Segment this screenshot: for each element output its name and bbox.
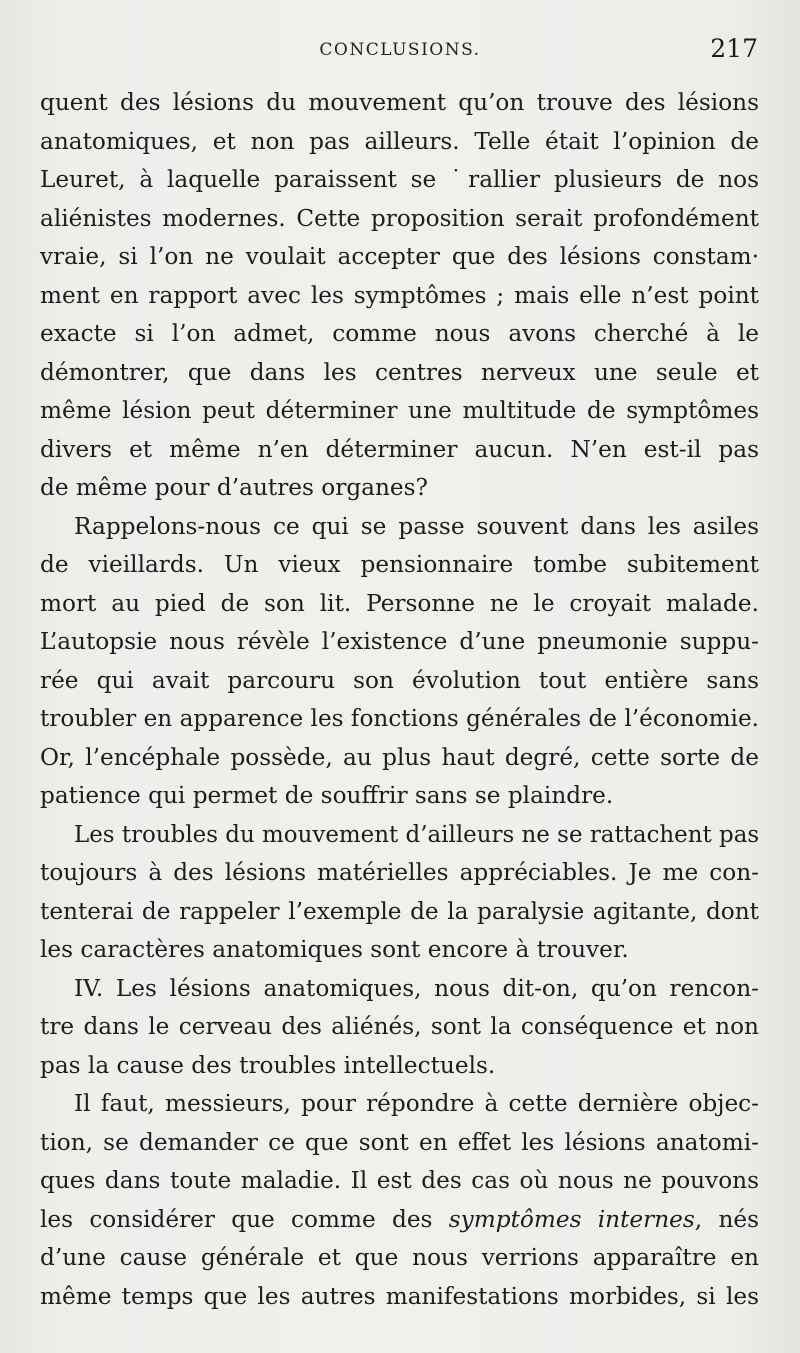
page-header [0, 34, 800, 68]
text-line: d’une cause générale et que nous verrions apparaître en [40, 1244, 759, 1271]
text-segment: , nés [694, 1205, 760, 1233]
text-line: ques dans toute maladie. Il est des cas où nous ne pouvons [40, 1167, 759, 1194]
text-line: même lésion peut déterminer une multitude de symptômes [40, 397, 759, 424]
text-line: de même pour d’autres organes? [40, 474, 428, 501]
text-line: Rappelons-nous ce qui se passe souvent dans les asiles [74, 512, 759, 540]
text-line: Or, l’encéphale possède, au plus haut degré, cette sorte de [40, 743, 759, 771]
text-line: tion, se demander ce que sont en effet les lésions anatomi- [40, 1128, 759, 1156]
text-line: toujours à des lésions matérielles appréciables. Je me con- [40, 859, 759, 886]
text-line: ment en rapport avec les symptômes ; mais elle n’est point [40, 281, 759, 309]
text-line: patience qui permet de souffrir sans se plaindre. [40, 782, 614, 809]
text-line: tre dans le cerveau des aliénés, sont la conséquence et non [40, 1013, 759, 1040]
running-title: CONCLUSIONS. [319, 40, 481, 60]
text-line: démontrer, que dans les centres nerveux une seule et [40, 358, 759, 386]
text-line: mort au pied de son lit. Personne ne le croyait malade. [40, 589, 759, 617]
text-line: L’autopsie nous révèle l’existence d’une pneumonie suppu- [40, 628, 759, 655]
italic-text-segment: symptômes internes [448, 1205, 695, 1233]
text-line: vraie, si l’on ne voulait accepter que des lésions constam· [40, 243, 759, 270]
text-line: rée qui avait parcouru son évolution tout entière sans [40, 666, 759, 694]
text-line [40, 1201, 759, 1240]
text-line: IV. Les lésions anatomiques, nous dit-on, qu’on rencon- [74, 974, 759, 1002]
text-line: de vieillards. Un vieux pensionnaire tombe subitement [40, 551, 759, 578]
text-line: Il faut, messieurs, pour répondre à cette dernière objec- [74, 1090, 759, 1117]
text-line: tenterai de rappeler l’exemple de la paralysie agitante, dont [40, 897, 759, 925]
body-text [40, 84, 759, 1316]
text-line: Leuret, à laquelle paraissent se ˙rallier plusieurs de nos [40, 166, 759, 193]
text-line: aliénistes modernes. Cette proposition serait profondément [40, 204, 759, 232]
text-line: troubler en apparence les fonctions générales de l’économie. [40, 706, 760, 732]
text-segment: les considérer que comme des [40, 1205, 449, 1233]
text-line: anatomiques, et non pas ailleurs. Telle était l’opinion de [40, 127, 759, 155]
text-line: exacte si l’on admet, comme nous avons cherché à le [40, 320, 759, 347]
text-line: divers et même n’en déterminer aucun. N’en est-il pas [40, 435, 759, 463]
text-line: pas la cause des troubles intellectuels. [40, 1051, 496, 1079]
page-number: 217 [710, 34, 758, 63]
text-line: quent des lésions du mouvement qu’on trouve des lésions [40, 89, 759, 116]
text-line: Les troubles du mouvement d’ailleurs ne se rattachent pas [74, 821, 760, 848]
text-line: les caractères anatomiques sont encore à trouver. [40, 936, 629, 963]
text-line: même temps que les autres manifestations morbides, si les [40, 1282, 759, 1310]
